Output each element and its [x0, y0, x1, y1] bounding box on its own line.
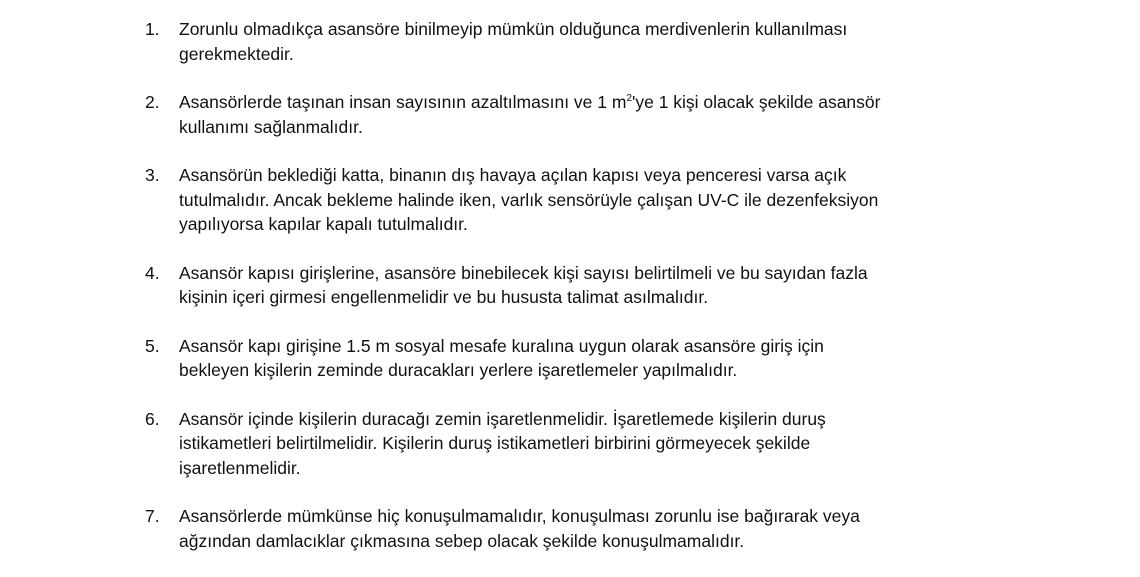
item-number: 3.: [145, 165, 160, 185]
item-text: Asansörlerde mümkünse hiç konuşulmamalıdır, konuşulması zorunlu ise bağırarak veya ağzından damlacıklar çıkmasına sebep olacak şekilde konuşulmamalıdır.: [179, 506, 860, 551]
item-number: 7.: [145, 506, 160, 526]
item-number: 1.: [145, 19, 160, 39]
item-text: Asansör içinde kişilerin duracağı zemin işaretlenmelidir. İşaretlemede kişilerin duruş istikametleri belirtilmelidir. Kişilerin duruş istikametleri birbirini görmeyecek şekilde işaretlenmelidir.: [179, 408, 826, 478]
item-number: 5.: [145, 335, 160, 356]
item-text: Asansör kapı girişine 1.5 m sosyal mesafe kuralına uygun olarak asansöre giriş için bekleyen kişilerin zeminde duracakları yerlere işaretlemeler yapılmalıdır.: [179, 335, 824, 380]
superscript: 2: [626, 93, 633, 104]
item-number: 2.: [145, 92, 160, 112]
item-text-after: 'ye 1 kişi olacak şekilde asansör kullanımı sağlanmalıdır.: [179, 92, 881, 137]
list-item: [145, 261, 1045, 310]
list-item: [145, 334, 1045, 383]
item-text: Asansör kapısı girişlerine, asansöre binebilecek kişi sayısı belirtilmeli ve bu sayıdan fazla kişinin içeri girmesi engellenmelidir ve bu hususta talimat asılmalıdır.: [179, 262, 868, 307]
list-item: [145, 163, 1045, 237]
item-text-before: Asansörlerde taşınan insan sayısının azaltılmasını ve 1 m: [179, 92, 627, 112]
numbered-list: [145, 17, 1045, 577]
list-item: [145, 17, 1045, 66]
item-number: 4.: [145, 262, 160, 283]
item-text: [179, 90, 1045, 139]
item-text: Zorunlu olmadıkça asansöre binilmeyip mümkün olduğunca merdivenlerin kullanılması gerekmektedir.: [179, 19, 848, 64]
item-text: Asansörün beklediği katta, binanın dış havaya açılan kapısı veya penceresi varsa açık tutulmalıdır. Ancak bekleme halinde iken, varlık sensörüyle çalışan UV-C ile dezenfeksiyon yapılıyorsa kapılar kapalı tutulmalıdır.: [179, 165, 879, 234]
list-item: [145, 90, 1045, 139]
item-number: 6.: [145, 408, 160, 429]
list-item: [145, 407, 1045, 481]
list-item: [145, 504, 1045, 553]
